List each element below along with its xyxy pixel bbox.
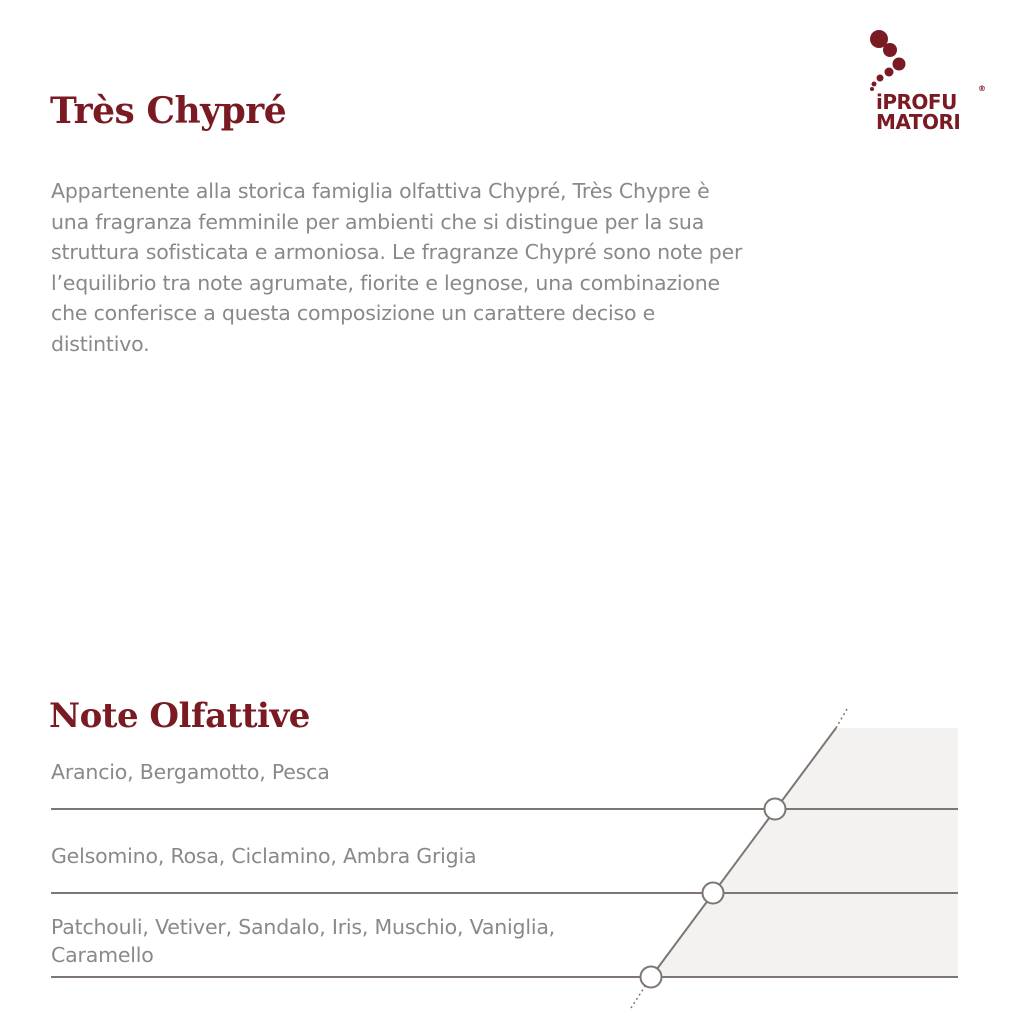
base-notes-text: Patchouli, Vetiver, Sandalo, Iris, Muschio, Vaniglia, Caramello	[51, 915, 556, 967]
logo-word-2: MATORI	[876, 110, 961, 134]
heart-notes-text: Gelsomino, Rosa, Ciclamino, Ambra Grigia	[51, 844, 477, 868]
logo-word-1: PROFU	[882, 90, 957, 114]
registered-mark: ®	[978, 84, 986, 93]
pyramid-background	[651, 728, 958, 977]
top-notes-text: Arancio, Bergamotto, Pesca	[51, 760, 330, 784]
logo-prefix: i	[876, 90, 883, 114]
pyramid-top-dotted-line	[836, 709, 847, 728]
product-title: Très Chypré	[50, 90, 287, 132]
node-top	[765, 799, 786, 820]
node-heart	[703, 883, 724, 904]
product-description: Appartenente alla storica famiglia olfattiva Chypré, Très Chypre è una fragranza femminile per ambienti che si distingue per la sua struttura sofisticata e armoniosa. Le fragranze Chypré sono note per l’equilibrio tra note agrumate, fiorite e legnose, una combinazione che conferisce a questa composizione un carattere deciso e distintivo.	[51, 179, 743, 356]
node-base	[641, 967, 662, 988]
notes-section-title: Note Olfattive	[49, 696, 310, 736]
